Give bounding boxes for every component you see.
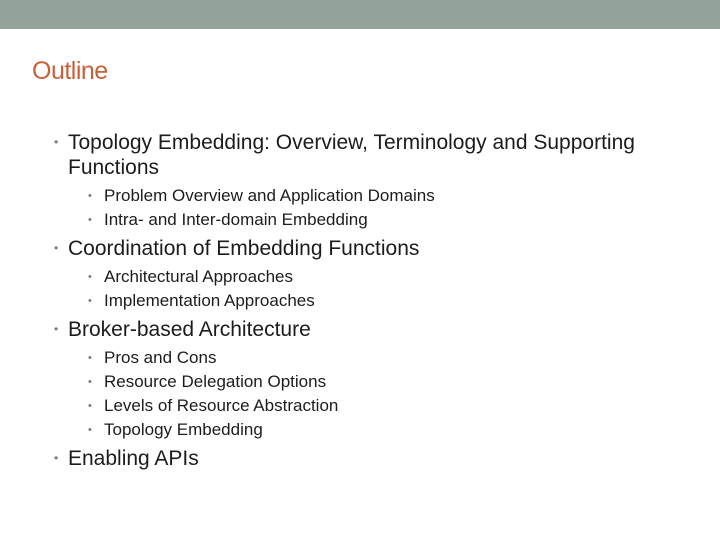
bullet-icon: •	[88, 352, 92, 364]
outline-item	[52, 130, 692, 180]
slide-title: Outline	[32, 57, 108, 85]
bullet-icon: •	[88, 295, 92, 307]
sub-item	[52, 184, 692, 208]
sub-item-text: Architectural Approaches	[104, 267, 293, 286]
sub-item	[52, 418, 692, 442]
sub-item	[52, 289, 692, 313]
sub-item-text: Intra- and Inter-domain Embedding	[104, 210, 368, 229]
sub-item	[52, 265, 692, 289]
sub-list	[52, 265, 692, 313]
sub-list	[52, 346, 692, 442]
bullet-icon: •	[88, 271, 92, 283]
bullet-icon: •	[54, 451, 59, 465]
bullet-icon: •	[88, 190, 92, 202]
sub-item-text: Levels of Resource Abstraction	[104, 396, 339, 415]
outline-item	[52, 236, 692, 261]
sub-item	[52, 346, 692, 370]
sub-list	[52, 184, 692, 232]
top-bar	[0, 0, 720, 29]
outline-item-text: Coordination of Embedding Functions	[68, 237, 420, 260]
sub-item-text: Pros and Cons	[104, 348, 217, 367]
outline-item-text: Topology Embedding: Overview, Terminology and Supporting Functions	[68, 131, 635, 179]
sub-item	[52, 208, 692, 232]
bullet-icon: •	[88, 424, 92, 436]
outline-item	[52, 317, 692, 342]
sub-item-text: Problem Overview and Application Domains	[104, 186, 435, 205]
outline-item	[52, 446, 692, 471]
sub-item-text: Resource Delegation Options	[104, 372, 327, 391]
sub-item	[52, 394, 692, 418]
sub-item	[52, 370, 692, 394]
bullet-icon: •	[88, 400, 92, 412]
outline-list	[52, 130, 692, 475]
outline-item-text: Broker-based Architecture	[68, 318, 311, 341]
sub-item-text: Implementation Approaches	[104, 291, 315, 310]
bullet-icon: •	[88, 214, 92, 226]
bullet-icon: •	[54, 322, 59, 336]
bullet-icon: •	[54, 241, 59, 255]
sub-item-text: Topology Embedding	[104, 420, 263, 439]
outline-item-text: Enabling APIs	[68, 447, 199, 470]
bullet-icon: •	[54, 135, 59, 149]
bullet-icon: •	[88, 376, 92, 388]
